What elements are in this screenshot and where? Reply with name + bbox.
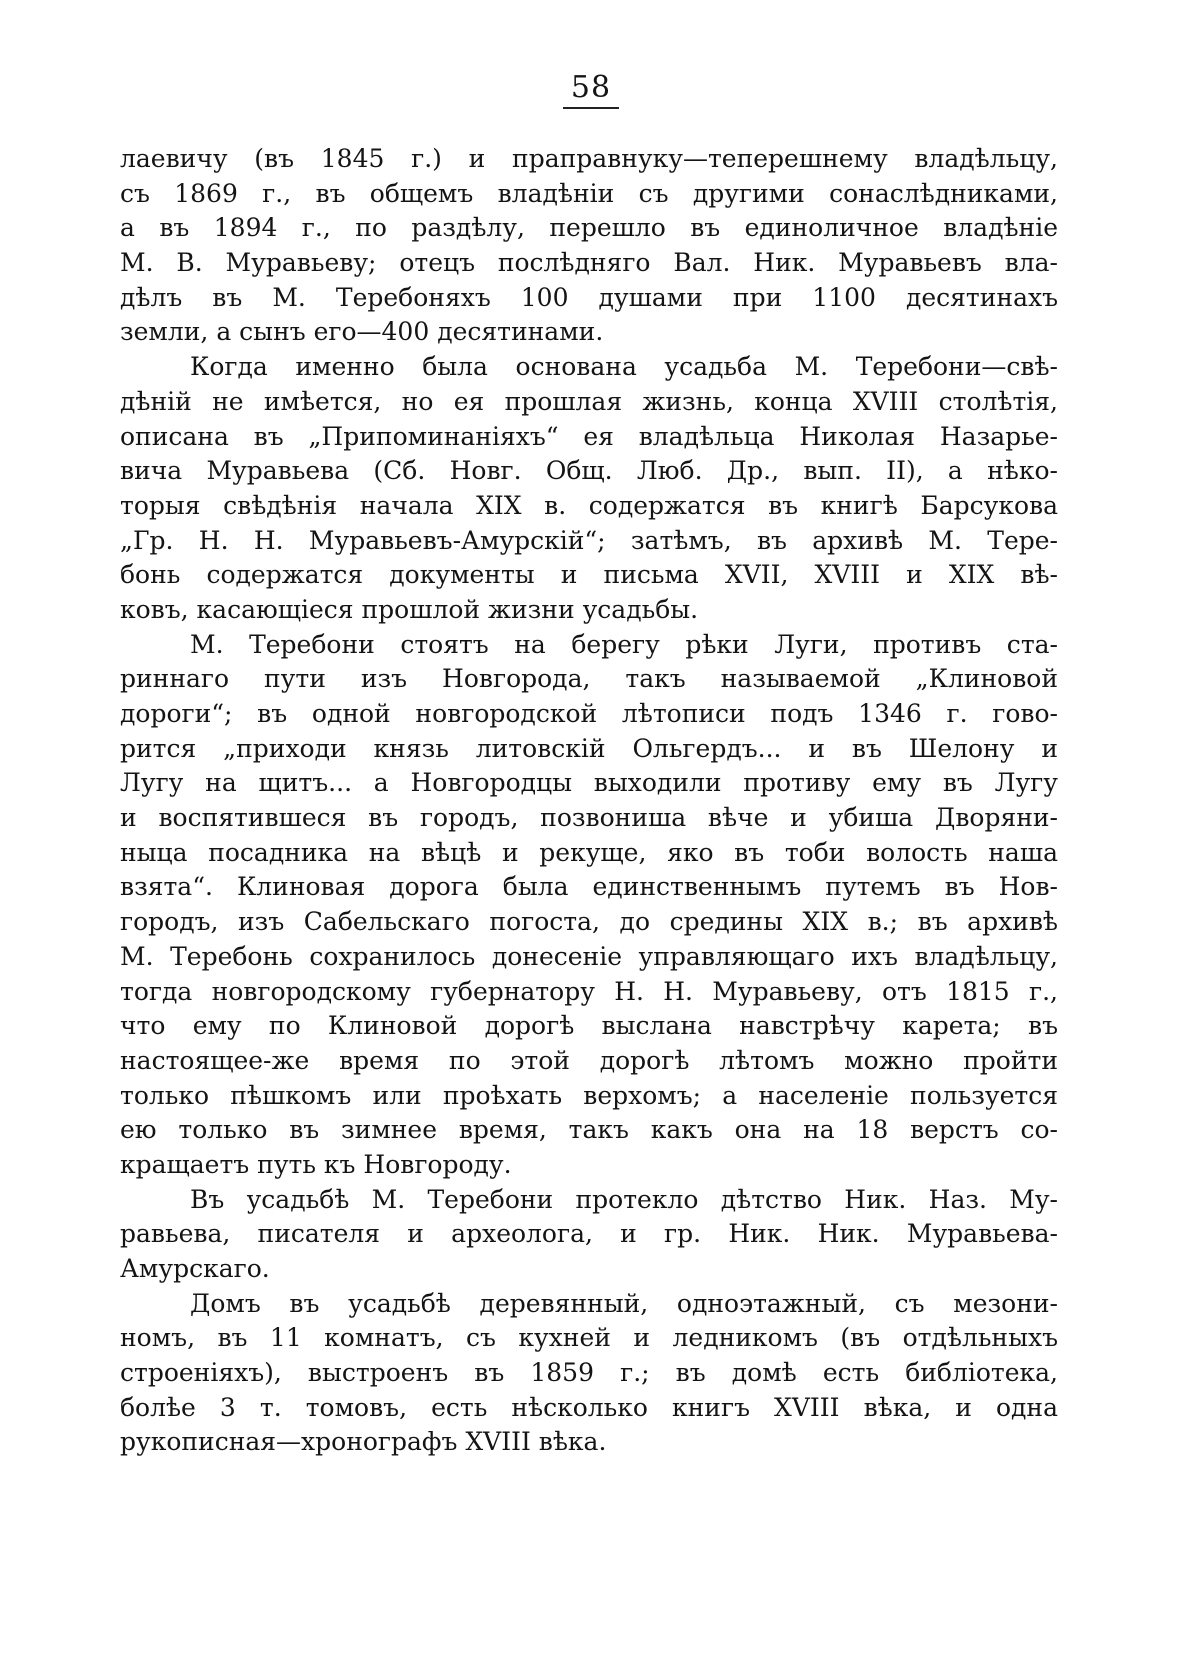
text-line: дороги“; въ одной новгородской лѣтописи подъ 1346 г. гово- (120, 699, 1058, 728)
text-line: Амурскаго. (120, 1254, 270, 1283)
text-line: риннаго пути изъ Новгорода, такъ называемой „Клиновой (120, 664, 1058, 694)
text-line: только пѣшкомъ или проѣхать верхомъ; а населеніе пользуется (120, 1080, 1058, 1110)
document-body (120, 142, 1058, 1460)
text-line: кращаетъ путь къ Новгороду. (120, 1149, 512, 1179)
text-line: и воспятившеся въ городъ, позвониша вѣче и убиша Дворяни- (120, 803, 1058, 833)
text-line: ею только въ зимнее время, такъ какъ она на 18 верстъ со- (120, 1115, 1058, 1145)
text-line: съ 1869 г., въ общемъ владѣніи съ другими сонаслѣдниками, (120, 178, 1058, 208)
text-line: лаевичу (въ 1845 г.) и праправнуку—теперешнему владѣльцу, (120, 144, 1058, 173)
text-line: описана въ „Припоминаніяхъ“ ея владѣльца Николая Назарье- (120, 421, 1058, 451)
text-line: торыя свѣдѣнія начала XIX в. содержатся въ книгѣ Барсукова (120, 490, 1058, 520)
text-line: рукописная—хронографъ XVIII вѣка. (120, 1427, 607, 1457)
text-line: бонь содержатся документы и письма XVII, XVIII и XIX вѣ- (120, 560, 1058, 590)
text-line: ковъ, касающіеся прошлой жизни усадьбы. (120, 594, 699, 624)
text-line: дѣлъ въ М. Теребоняхъ 100 душами при 1100 десятинахъ (120, 282, 1058, 312)
text-line: настоящее-же время по этой дорогѣ лѣтомъ можно пройти (120, 1045, 1058, 1075)
text-line: М. Теребонь сохранилось донесеніе управляющаго ихъ владѣльцу, (120, 941, 1058, 971)
page-number-container (0, 72, 1182, 109)
text-line: ныца посадника на вѣцѣ и рекуще, яко въ тоби волость наша (120, 837, 1058, 867)
text-line: строеніяхъ), выстроенъ въ 1859 г.; въ домѣ есть библіотека, (120, 1358, 1058, 1388)
text-line: тогда новгородскому губернатору Н. Н. Муравьеву, отъ 1815 г., (120, 976, 1058, 1006)
text-line: Лугу на щитъ... а Новгородцы выходили противу ему въ Лугу (120, 768, 1058, 798)
text-line: Въ усадьбѣ М. Теребони протекло дѣтство Ник. Наз. Му- (190, 1184, 1058, 1214)
text-line: „Гр. Н. Н. Муравьевъ-Амурскій“; затѣмъ, въ архивѣ М. Тере- (120, 525, 1058, 555)
text-line: Домъ въ усадьбѣ деревянный, одноэтажный, съ мезони- (190, 1288, 1058, 1318)
text-line: вича Муравьева (Сб. Новг. Общ. Люб. Др., вып. II), а нѣко- (120, 456, 1058, 486)
text-line: М. Теребони стоятъ на берегу рѣки Луги, противъ ста- (190, 629, 1058, 659)
text-line: рится „приходи князь литовскій Ольгердъ... и въ Шелону и (120, 733, 1058, 763)
text-line: а въ 1894 г., по раздѣлу, перешло въ единоличное владѣніе (120, 213, 1058, 243)
text-line: городъ, изъ Сабельскаго погоста, до средины XIX в.; въ архивѣ (120, 907, 1058, 937)
text-line: земли, а сынъ его—400 десятинами. (120, 317, 604, 347)
text-line: болѣе 3 т. томовъ, есть нѣсколько книгъ XVIII вѣка, и одна (120, 1392, 1058, 1422)
text-line: Когда именно была основана усадьба М. Теребони—свѣ- (190, 352, 1058, 382)
text-line: дѣній не имѣется, но ея прошлая жизнь, конца XVIII столѣтія, (120, 386, 1058, 416)
page-number: 58 (563, 72, 619, 109)
text-line: взята“. Клиновая дорога была единственнымъ путемъ въ Нов- (120, 872, 1058, 902)
text-line: М. В. Муравьеву; отецъ послѣдняго Вал. Ник. Муравьевъ вла- (120, 248, 1058, 278)
text-line: что ему по Клиновой дорогѣ выслана навстрѣчу карета; въ (120, 1011, 1058, 1041)
text-line: номъ, въ 11 комнатъ, съ кухней и ледникомъ (въ отдѣльныхъ (120, 1323, 1058, 1353)
text-line: равьева, писателя и археолога, и гр. Ник. Ник. Муравьева- (120, 1219, 1058, 1249)
